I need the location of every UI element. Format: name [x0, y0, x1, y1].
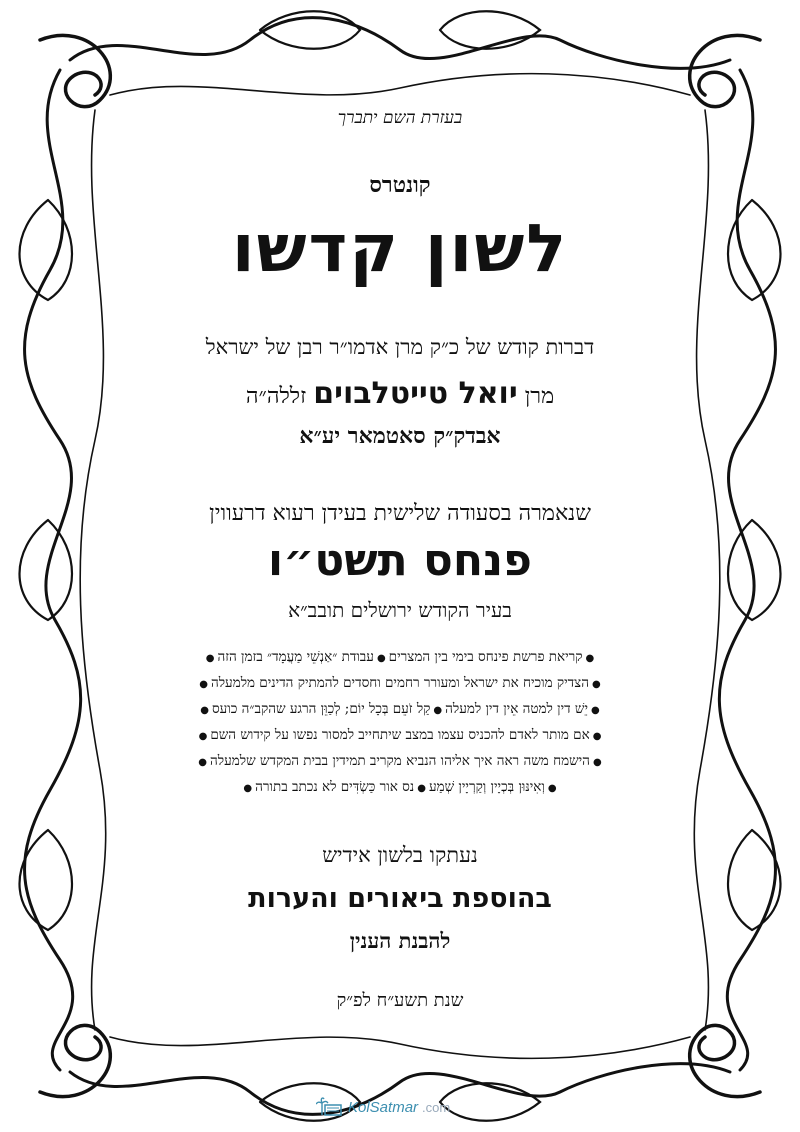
topic-line	[130, 697, 670, 723]
author-line-2	[140, 376, 660, 411]
bullet-icon: ●	[433, 705, 443, 716]
topic-line	[130, 775, 670, 801]
bullet-icon: ●	[199, 679, 208, 690]
translation-line-3: להבנת הענין	[349, 928, 451, 953]
translation-line-2: בהוספת ביאורים והערות	[248, 883, 552, 914]
bullet-icon: ●	[592, 679, 601, 690]
publication-year: שנת תשע״ח לפ״ק	[336, 990, 464, 1011]
place-line: בעיר הקודש ירושלים תובב״א	[288, 598, 512, 622]
topic-item: אם מותר לאדם להכניס עצמו במצב שיתחייב למסור נפשו על קידוש השם	[210, 727, 590, 743]
bullet-icon: ●	[243, 783, 253, 794]
topic-item: עבודת ״אַנְשֵׁי מַעֲמָד״ בזמן הזה	[217, 649, 374, 665]
topic-item: נס אור כַּשְׂדִּים לא נכתב בתורה	[255, 779, 415, 795]
bullet-icon: ●	[205, 653, 215, 664]
author-prefix: מרן	[524, 384, 555, 409]
topic-line	[130, 645, 670, 671]
parsha-title: פנחס תשט״ו	[268, 535, 532, 586]
topic-item: קריאת פרשת פינחס בימי בין המצרים	[388, 649, 583, 665]
occasion-line: שנאמרה בסעודה שלישית בעידן רעוא דרעווין	[209, 501, 591, 526]
bullet-icon: ●	[547, 783, 557, 794]
watermark-tld: .com	[422, 1099, 451, 1115]
bullet-icon: ●	[417, 783, 426, 794]
bullet-icon: ●	[198, 757, 208, 768]
bullet-icon: ●	[376, 653, 386, 664]
palm-building-icon	[316, 1097, 344, 1117]
translation-line-1: נעתקו בלשון אידיש	[322, 843, 478, 867]
topic-line	[130, 749, 670, 775]
author-line-1: דברות קודש של כ״ק מרן אדמו״ר רבן של ישראל	[205, 335, 595, 359]
author-line-3: אבדק״ק סאטמאר יע״א	[299, 423, 501, 449]
bullet-icon: ●	[591, 705, 600, 716]
topic-item: וְאִינּוּן בְּכְיָין וְקַרְיָין שְׁמַע	[428, 779, 545, 795]
bullet-icon: ●	[585, 653, 595, 664]
watermark-brand: KolSatmar	[348, 1098, 419, 1116]
bullet-icon: ●	[592, 757, 602, 768]
topic-item: יֵשׁ דין למטה אֵין דין למעלה	[445, 701, 588, 717]
topic-item: הצדיק מוכיח את ישראל ומעורר רחמים וחסדים להמתיק הדינים מלמעלה	[210, 675, 590, 691]
topic-line	[130, 723, 670, 749]
bullet-icon: ●	[592, 731, 602, 742]
kuntres-label: קונטרס	[369, 172, 431, 198]
kolsatmar-watermark	[316, 1097, 450, 1117]
author-suffix: זללה״ה	[245, 384, 307, 409]
topic-item: קַל זֹעֵם בְּכָל יוֹם; לְכַוֵּן הרגע שהקב״ה כועס	[211, 701, 431, 717]
author-name: יואל טייטלבוים	[313, 376, 518, 411]
topics-list	[130, 645, 670, 801]
topic-item: הישמח משה ראה איך אליהו הנביא מקריב תמידין בבית המקדש שלמעלה	[210, 753, 590, 769]
bullet-icon: ●	[200, 705, 209, 716]
topic-line	[130, 671, 670, 697]
book-title: לשון קדשו	[231, 210, 569, 287]
blessing-header: בעזרת השם יתברך	[337, 108, 463, 128]
bullet-icon: ●	[198, 731, 208, 742]
